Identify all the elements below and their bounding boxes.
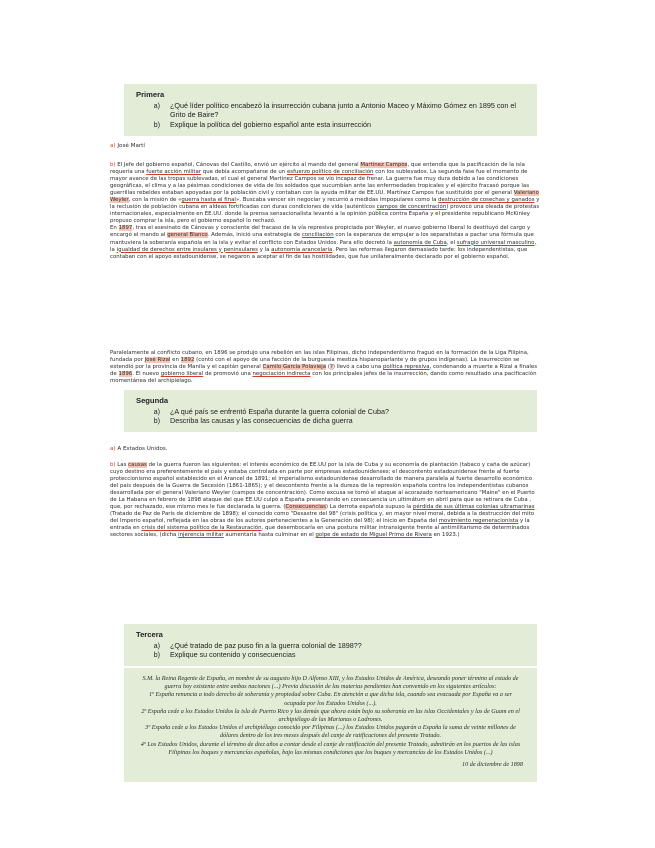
underline: sufragio universal masculino — [456, 239, 535, 246]
item-label: a) — [153, 640, 160, 650]
text-run: ». Buscaba vencer sin negociar y recurrió a medidas impopulares como la — [235, 197, 437, 204]
answer-text: José Martí — [117, 143, 145, 149]
text-run: y la entrada en — [110, 518, 530, 532]
text-run: El Jefe del gobierno español, Cánovas del Castillo, envió un ejército al mando del general — [117, 162, 359, 168]
quote-date: 10 de diciembre de 1898 — [462, 761, 523, 769]
answer-1a — [110, 143, 145, 149]
answer-1b-paragraph-1 — [110, 162, 542, 225]
text-run: , con la misión de « — [128, 197, 182, 204]
question-item-a — [136, 407, 525, 417]
answer-1b-paragraph-3 — [110, 350, 542, 385]
highlight: 1892 — [180, 357, 195, 364]
item-text: Explique su contenido y consecuencias — [170, 650, 296, 660]
text-run: con la esperanza de empujar a los separatistas a pactar una fórmula que mantuviera la soberanía española en la isla y evitar el conflicto con Estados Unidos. Para ello decretó la — [110, 232, 534, 246]
underline: negociación indirecta — [252, 371, 311, 378]
answer-text: A Estados Unidos. — [117, 446, 168, 452]
text-run: , que desembocaría en una postura militar intransigente frente al antimilitarismo de determinados sectores sociales, (dicha — [110, 525, 530, 539]
highlight: José Rizal — [144, 357, 171, 364]
item-label: b) — [153, 119, 160, 129]
text-run: ) provocó una oleada de protestas internacionales, especialmente en EE.UU. donde la prensa sensacionalista levantó a la opinión pública contra España y el presidente republicano McKinley propuso comprar la isla, pero el gobierno español lo rechazó. — [110, 204, 540, 225]
text-run: , la — [110, 239, 537, 253]
text-run: de la guerra fueron las siguientes: el interés económico de EE.UU por la isla de Cuba y su economía de plantación (tabaco y caña de azúcar) cuyo destino era preferentemente el país y estaba controlada en parte por empresas estadounidenses; el descontento estadounidense frente al fuerte proteccionismo español establecido en el Arancel de 1891; el imperialismo estadounidense desarrollado de manera paralela al fuerte desarrollo económico del país después de la Guerra de Secesión (1861-1865); y el descontento frente a la dureza de la represión española contra los independentistas cubanos desarrollada por el general Valeriano Weyler (campos de concentración). Como excusa se tomó el ataque al acorazado norteamericano "Maine" en el Puerto de La Habana en febrero de 1898 ataque del que EE.UU culpó a España presentando en consecuencia un ultimátum en abril para que se retirara de Cuba , que, por rechazado, ese mismo mes le fue declarada la guerra. ( — [110, 462, 535, 511]
underline: esfuerzo político de conciliación — [286, 169, 374, 176]
underline: igualdad de derechos entre insulares y peninsulares — [116, 246, 258, 253]
underline: campos de concentración — [376, 204, 447, 211]
answer-label: b) — [110, 462, 116, 468]
item-text: Explique la política del gobierno español ante esta insurrección — [170, 119, 371, 129]
text-run: (Tratado de Paz de París de diciembre de 1898); el conocido como "Desastre del 98" (crisis política y, en mayor nivel moral, debida a la destrucción del mito del Imperio español, reflejada en las obras de los autores pertenecientes a la Generación del 98); el inicio en España del — [110, 511, 535, 525]
answer-label: b) — [110, 162, 116, 168]
question-item-b — [136, 120, 525, 130]
highlight: ? — [329, 364, 333, 371]
underline: gobierno liberal — [160, 371, 204, 378]
underline: injerencia militar — [178, 532, 224, 539]
underline: política represiva — [382, 364, 430, 371]
text-run: que debía acompañarse de un — [202, 169, 286, 176]
underline: autonomía arancelaria — [271, 246, 333, 253]
quote-article-1: 1º España renuncia a todo derecho de soberanía y propiedad sobre Cuba. En atención a que dicha isla, cuando sea evacuada por España va a ser ocupada por los Estados Unidos (...). — [148, 691, 513, 707]
quote-article-3: 3º España cede a los Estados Unidos el archipiélago conocido por Filipinas (...) los Estados Unidos pagarán a España la suma de veinte millones de dólares dentro de los tres meses después del canje de ratificaciones del presente Tratado. — [145, 724, 516, 740]
item-label: a) — [153, 406, 160, 416]
text-run: . El nuevo — [132, 371, 160, 378]
quote-article-4: 4º Los Estados Unidos, durante el término de diez años a contar desde el canje de ratificación del presente Tratado, admitirán en los puertos de las islas Filipinas los buques y mercancías españolas, bajo las mismas condiciones que los buques y mercancías de los Estados Unidos (...) — [140, 740, 521, 756]
answer-2b — [110, 462, 542, 540]
question-item-b — [136, 650, 525, 660]
text-run: Paralelamente al conflicto cubano, en 1896 se produjo una rebelión en las islas Filipinas, dicho independentismo fraguó en la formación de la Liga Filipina, fundada por — [110, 350, 529, 364]
quote-article-2: 2º España cede a los Estados Unidos la isla de Puerto Rico y las demás que ahora están bajo su soberanía en las islas Occidentales y las de Guam en el archipiélago de las Marianas o Ladrones. — [141, 707, 520, 724]
highlight: Martínez Campos — [360, 162, 408, 168]
text-run: , condenando a muerte a Rizal a finales de — [110, 364, 538, 378]
text-run: de promovió una — [204, 371, 251, 378]
highlight: causas — [128, 462, 147, 468]
text-run: (contó con el apoyo de una facción de la burguesía mestiza hispanoparlante y de grupos indígenas). La insurrección se extendió por la provincia de Manila y el capitán general — [110, 357, 520, 371]
text-run: en — [172, 357, 179, 364]
underline: conciliación — [301, 232, 334, 239]
underline: golpe de estado de Miguel Primo de Rivera — [315, 532, 432, 539]
question-heading: Primera — [136, 90, 165, 99]
item-label: a) — [153, 100, 160, 110]
highlight: Consecuencias — [285, 504, 326, 511]
text-run: ) llevó a cabo una — [332, 364, 382, 371]
text-run: , tras el asesinato de Cánovas y consciente del fracaso de la vía represiva propiciada por Weyler, el nuevo gobierno liberal lo destituyó del cargo y encargó el mando al — [110, 225, 531, 239]
question-item-b — [136, 416, 525, 426]
quote-paragraph: S.M. la Reina Regente de España, en nombre de su augusto hijo D Alfonso XIII, y los Estados Unidos de América, deseando poner término al estado de guerra hoy existente entre ambas naciones (...) Previa discusión de las materias pendientes han convenido en los siguientes artículos: — [142, 675, 519, 691]
underline: guerra hasta el final — [181, 197, 236, 204]
underline: crisis del sistema político de la Restauración — [141, 525, 262, 532]
underline: pérdida de sus últimas colonias ultramarinas — [412, 504, 535, 511]
text-run: . Pero las reformas llegaron demasiado tarde: los independentistas, que contaban con el apoyo estadounidense, se negaron a aceptar el fin de las hostilidades, que fue unilateralmente declarado por el gobierno español. — [110, 246, 528, 260]
highlight: 1896 — [118, 371, 133, 378]
underline: destrucción de cosechas y ganados — [438, 197, 535, 204]
underline: autonomía de Cuba — [393, 239, 447, 246]
question-item-a — [136, 101, 525, 120]
underline: fuerte acción militar — [146, 169, 202, 176]
text-run: ) La derrota española supuso la — [325, 504, 412, 511]
question-box-tercera — [124, 624, 537, 666]
question-heading: Segunda — [136, 396, 169, 405]
answer-1b — [110, 162, 542, 261]
item-text: Describa las causas y las consecuencias de dicha guerra — [170, 416, 353, 426]
item-text: ¿Qué líder político encabezó la insurrección cubana junto a Antonio Maceo y Máximo Gómez en 1895 con el Grito de Baire? — [170, 100, 516, 120]
text-run: , que entendía que la pacificación de la isla requería una — [110, 162, 525, 176]
text-run: , el — [446, 239, 456, 246]
text-run: En — [110, 225, 117, 232]
highlight: 1897 — [118, 225, 133, 232]
text-run: y la reclusión de población cubana en aldeas fortificadas con duras condiciones de vida (auténticos — [110, 197, 540, 211]
item-text: ¿A qué país se enfrentó España durante la guerra colonial de Cuba? — [170, 406, 389, 416]
text-run: ( — [327, 364, 330, 371]
item-text: ¿Qué tratado de paz puso fin a la guerra colonial de 1898?? — [170, 640, 362, 650]
question-heading: Tercera — [136, 630, 163, 639]
highlight: Camilo García Polavieja — [262, 364, 327, 371]
treaty-quote — [124, 668, 537, 782]
text-run: con los principales jefes de la insurrección, dando como resultado una pacificación momentánea del archipiélago. — [110, 371, 537, 385]
highlight: Valeriano Weyler — [110, 190, 539, 204]
question-box-segunda — [124, 390, 537, 432]
answer-1b-paragraph-2 — [110, 225, 542, 260]
text-run: Las — [117, 462, 127, 468]
question-box-primera — [124, 84, 537, 136]
text-run: en 1923.) — [433, 532, 460, 539]
item-label: b) — [153, 650, 160, 660]
text-run: y la — [259, 246, 270, 253]
answer-2b-paragraph — [110, 462, 542, 540]
item-label: b) — [153, 416, 160, 426]
underline: movimiento regeneracionista — [438, 518, 519, 525]
text-run: . Además, inició una estrategia de — [207, 232, 301, 239]
highlight: general Blanco — [167, 232, 208, 239]
answer-label: a) — [110, 446, 116, 452]
answer-1b-filipinas — [110, 350, 542, 385]
answer-label: a) — [110, 143, 116, 149]
text-run: aumentaría hasta culminar en el — [225, 532, 314, 539]
question-item-a — [136, 641, 525, 651]
text-run: con los sublevados. La segunda fase fue el momento de mayor avance de las tropas sublevadas, el cual el general Martínez Campos se vio incapaz de frenar. La guerra fue muy dura debido a las condiciones geográficas, el clima y a las pésimas condiciones de vida de los soldados que sucumbían ante las enfermedades tropicales y el ejército fracasó porque las guerrillas rebeldes estaban apoyadas por la población civil y contaban con la ayuda militar de EE.UU. Martínez Campos fue sustituido por el general — [110, 169, 530, 197]
answer-2a — [110, 446, 168, 452]
